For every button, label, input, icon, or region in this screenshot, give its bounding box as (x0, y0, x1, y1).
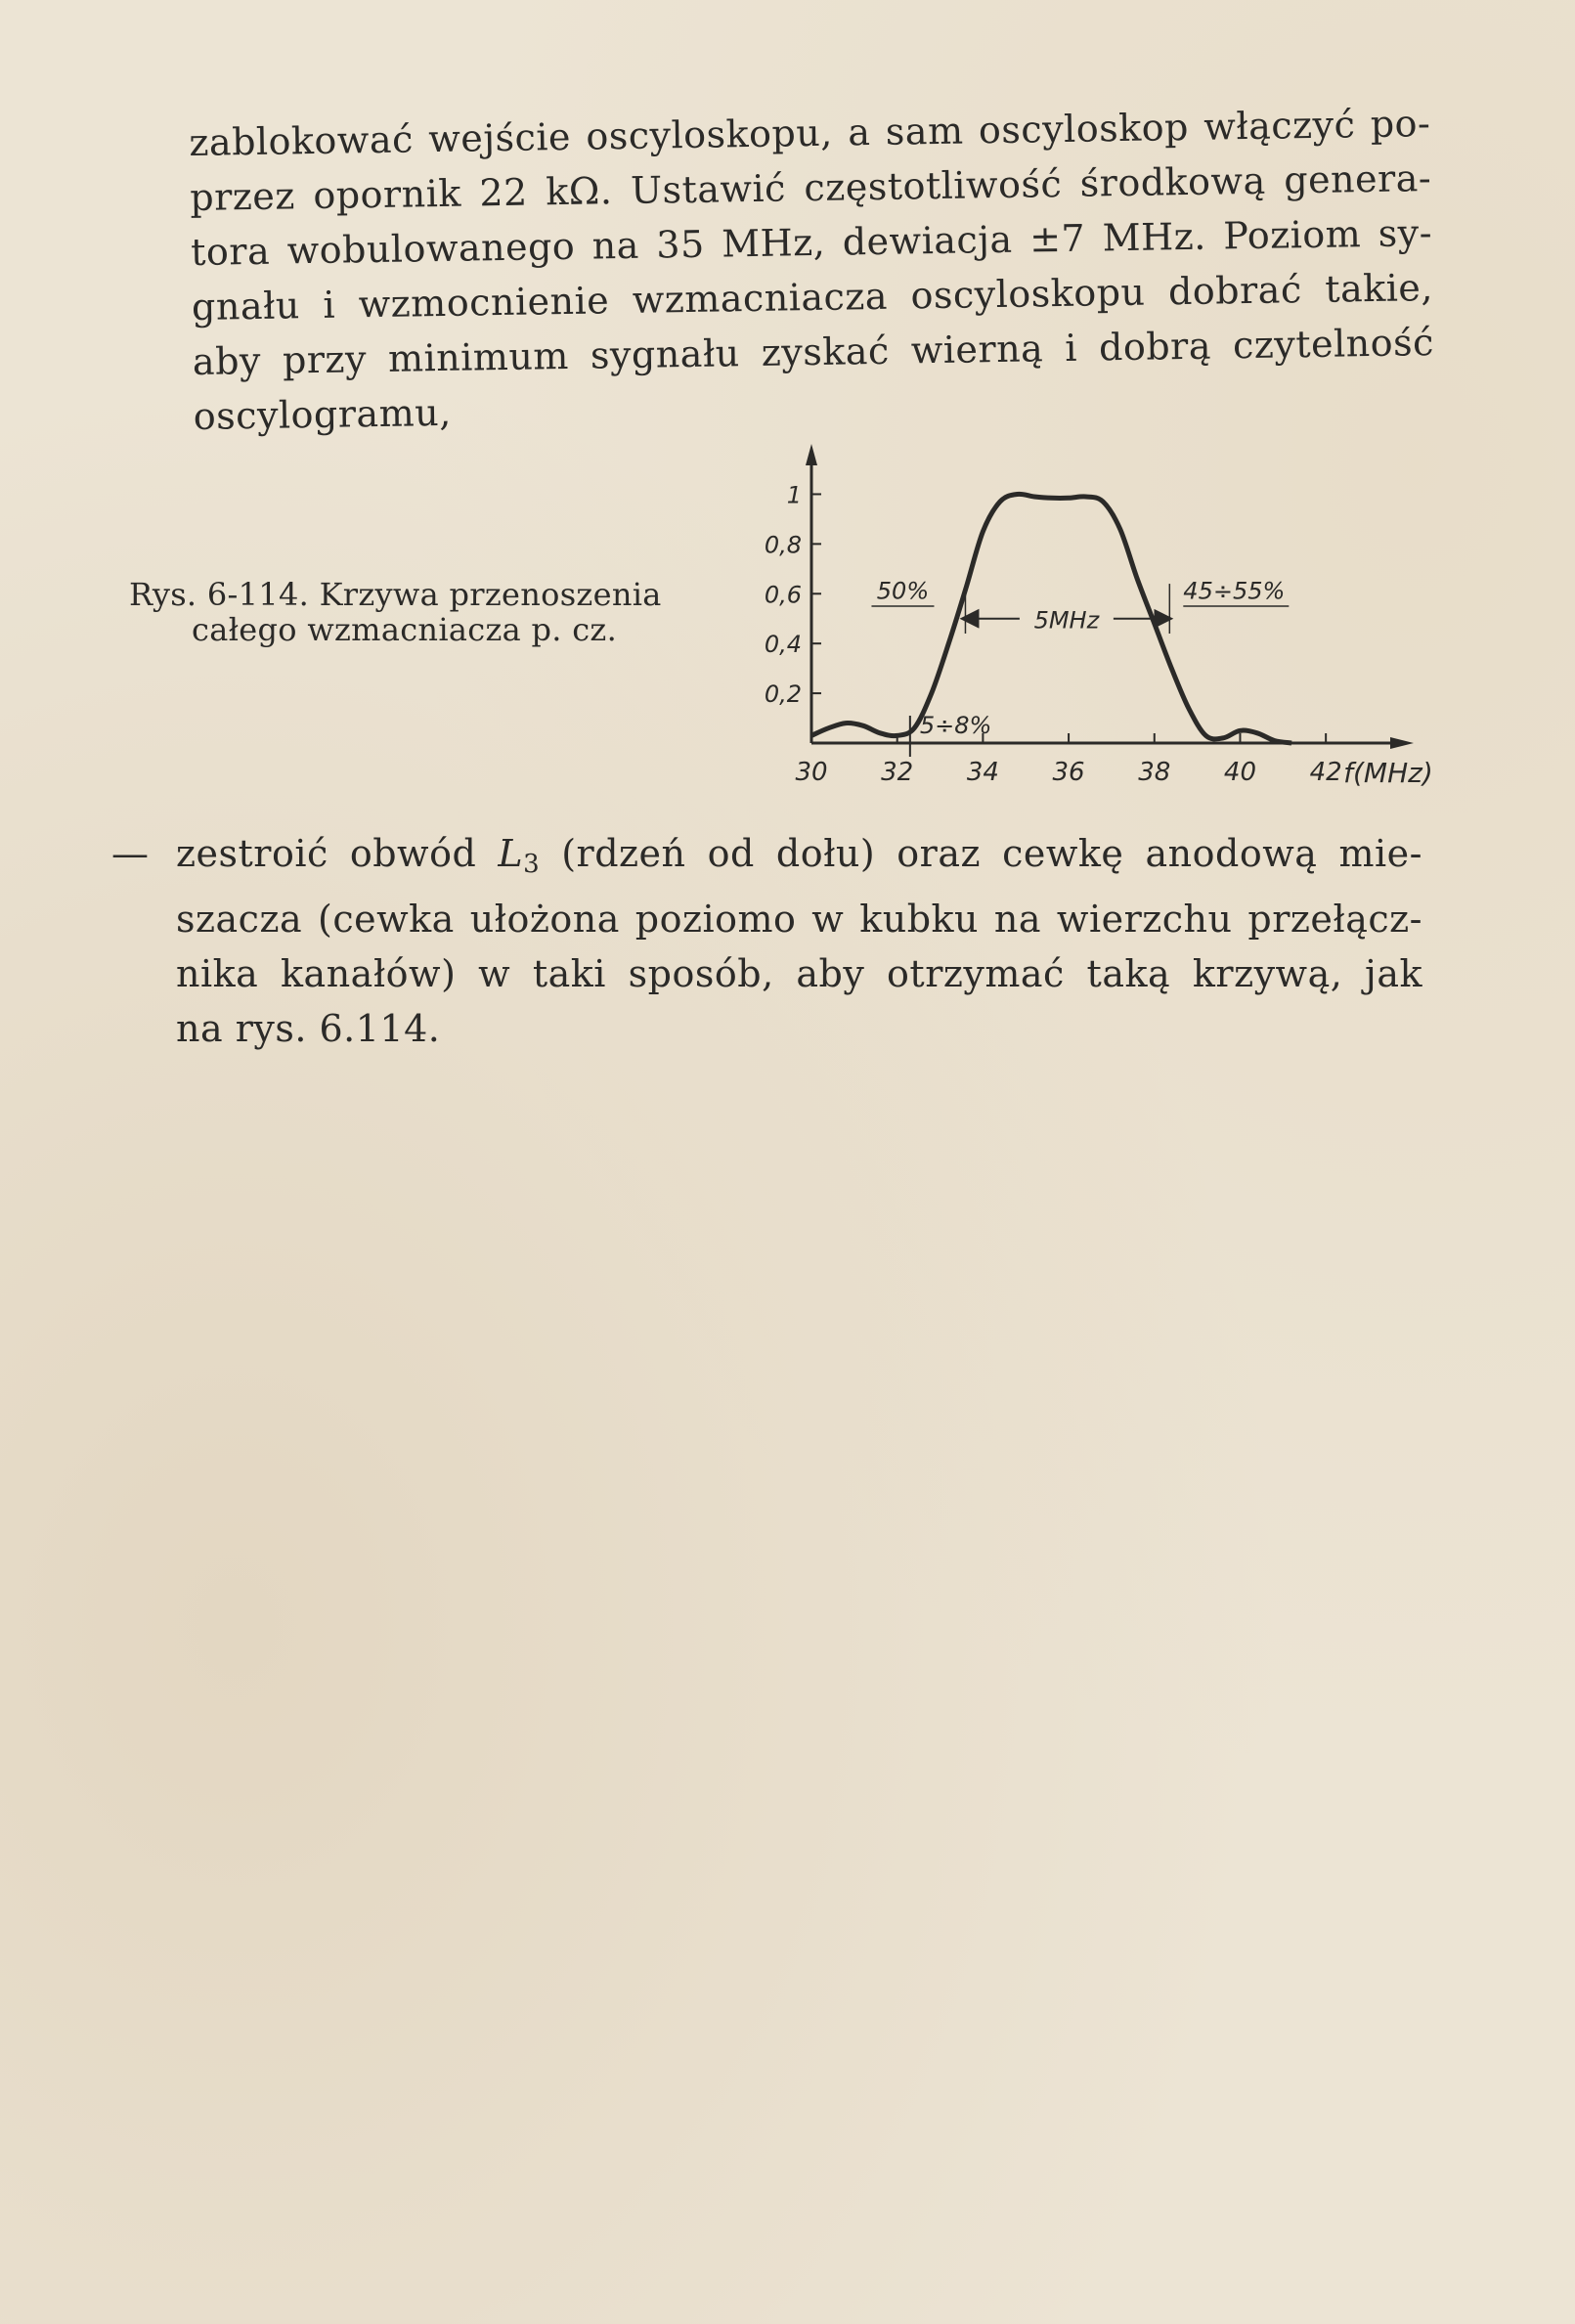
caption-line-1: Rys. 6-114. Krzywa przenoszenia (129, 576, 662, 613)
y-tick-label: 0,6 (764, 581, 802, 609)
x-tick-label: 38 (1138, 758, 1171, 787)
subscript: 3 (523, 850, 541, 879)
text-fragment: zestroić obwód (176, 832, 499, 875)
text-line (176, 826, 1422, 892)
x-tick-label: 42 (1309, 758, 1342, 787)
text-line: szacza (cewka ułożona poziomo w kubku na wierzchu przełącz- (176, 898, 1422, 941)
caption-line-2: całego wzmacniacza p. cz. (192, 611, 618, 648)
figure-caption (129, 577, 706, 647)
x-tick-label: 36 (1052, 758, 1085, 787)
text-line: gnału i wzmocnienie wzmacniacza oscyloskopu dobrać takie, (191, 266, 1434, 329)
paragraph-bottom (111, 826, 1422, 1056)
x-tick-label: 32 (881, 758, 914, 787)
paragraph-top (189, 96, 1435, 444)
chart-annotations (871, 577, 1289, 757)
text-line: na rys. 6.114. (176, 1007, 441, 1050)
x-axis-arrow-icon (1390, 737, 1414, 749)
text-line: zablokować wejście oscyloskopu, a sam oscyloskop włączyć po- (189, 102, 1431, 164)
x-tick-label: 30 (795, 758, 828, 787)
transfer-curve-chart (723, 430, 1437, 811)
x-tick-label: 40 (1223, 758, 1257, 787)
list-dash: — (111, 832, 150, 875)
y-tick-label: 0,8 (764, 531, 802, 559)
annotation-low-point: 5÷8% (919, 711, 992, 739)
text-line: oscylogramu, (193, 390, 453, 438)
x-axis-label: f(MHz) (1343, 757, 1433, 789)
y-axis-arrow-icon (806, 444, 817, 465)
text-line: aby przy minimum sygnału zyskać wierną i dobrą czytelność (192, 321, 1435, 383)
variable-L: L (498, 832, 524, 875)
text-line: nika kanałów) w taki sposób, aby otrzymać taką krzywą, jak (176, 952, 1422, 995)
y-tick-label: 0,4 (764, 631, 802, 659)
x-tick-label: 34 (966, 758, 999, 787)
annotation-bandwidth: 5MHz (1033, 606, 1100, 635)
y-tick-label: 1 (786, 481, 802, 509)
y-tick-label: 0,2 (764, 680, 802, 709)
text-fragment: (rdzeń od dołu) oraz cewkę anodową mie- (540, 832, 1422, 875)
text-line: przez opornik 22 kΩ. Ustawić częstotliwość środkową genera- (189, 156, 1432, 219)
annotation-right-level: 45÷55% (1183, 577, 1286, 605)
text-line: tora wobulowanego na 35 MHz, dewiacja ±7 MHz. Poziom sy- (190, 211, 1433, 274)
annotation-left-level: 50% (876, 577, 930, 605)
